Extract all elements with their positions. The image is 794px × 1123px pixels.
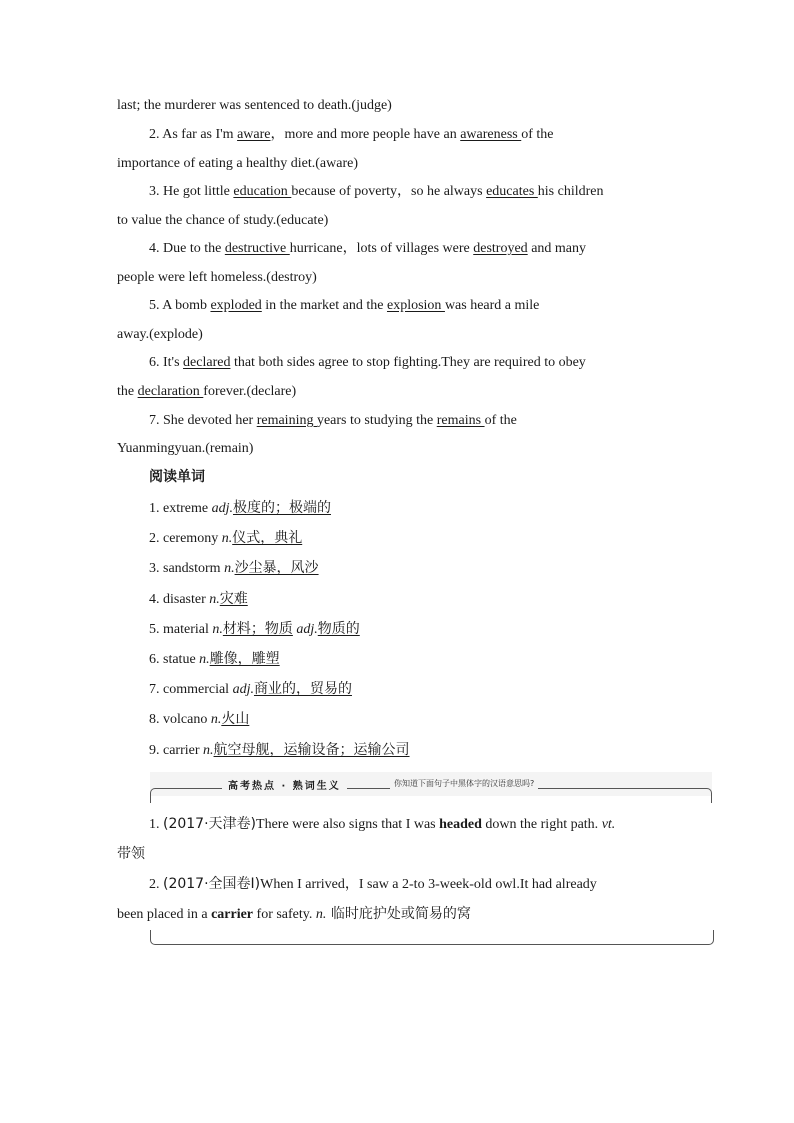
exercise-q5 [149, 297, 539, 315]
q-number: 1. [149, 817, 160, 832]
q-text: the [117, 384, 138, 399]
part-of-speech: n. [210, 712, 222, 728]
q-text: of the [521, 127, 554, 142]
q-text: Due to the [163, 241, 225, 256]
item-number: 1. [149, 501, 160, 516]
exercise-q3-line2: to value the chance of study.(educate) [117, 213, 329, 228]
q-text: for safety. [253, 907, 313, 922]
chinese-meaning: 灾难 [219, 590, 248, 607]
q-number: 5. [149, 298, 160, 313]
reading-word-item [149, 650, 280, 669]
item-number: 4. [149, 591, 160, 607]
q-text: because of poverty，so he always [291, 184, 487, 199]
chinese-meaning: 航空母舰，运输设备；运输公司 [213, 741, 410, 758]
chinese-meaning: 商业的，贸易的 [253, 681, 352, 698]
section-heading: 阅读单词 [149, 469, 205, 485]
exercise-q7-line2: Yuanmingyuan.(remain) [117, 441, 254, 456]
q-text: years to studying the [316, 413, 437, 428]
bold-word: headed [439, 817, 482, 832]
q-number: 2. [149, 877, 160, 892]
q-text: his children [537, 184, 604, 199]
item-number: 3. [149, 561, 160, 577]
exercise-q7 [149, 412, 517, 430]
part-of-speech: n. [209, 591, 220, 607]
meaning: 临时庇护处或简易的窝 [326, 906, 471, 922]
q-text: ，more and more people have an [270, 127, 461, 142]
answer-blank: destructive [224, 241, 290, 256]
item-number: 9. [149, 742, 160, 758]
q-text: When I arrived，I saw a 2-to 3-week-old owl.It had already [260, 877, 597, 892]
exercise-q5-line2: away.(explode) [117, 327, 203, 342]
answer-blank: education [233, 184, 292, 199]
english-word: commercial [163, 682, 230, 698]
english-word: disaster [163, 591, 206, 607]
english-word: ceremony [163, 531, 219, 547]
reading-word-item [149, 529, 302, 548]
english-word: statue [163, 652, 196, 667]
answer-blank: declaration [137, 384, 204, 399]
source-tag: (2017·全国卷Ⅰ) [163, 876, 261, 892]
hot-example-1-line2: 带领 [117, 846, 145, 862]
q-number: 2. [149, 127, 160, 142]
part-of-speech: n. [203, 742, 214, 758]
exercise-q6 [149, 354, 586, 372]
english-word: volcano [163, 712, 208, 728]
part-of-speech: n. [224, 561, 235, 577]
q-text: There were also signs that I was [256, 817, 440, 832]
bold-word: carrier [211, 907, 254, 922]
q-text: forever.(declare) [203, 384, 297, 399]
part-of-speech: n. [315, 907, 327, 922]
box-hint: 你知道下面句子中黑体字的汉语意思吗? [390, 778, 538, 789]
chinese-meaning: 火山 [221, 711, 250, 728]
reading-word-item [149, 559, 319, 578]
answer-blank: educates [486, 184, 538, 199]
q-text: in the market and the [261, 298, 387, 313]
q-text: of the [484, 413, 517, 428]
hot-example-1 [149, 815, 615, 834]
q-text: hurricane，lots of villages were [289, 241, 474, 256]
chinese-meaning: 沙尘暴，风沙 [234, 560, 319, 577]
chinese-meaning: 材料；物质 [222, 620, 293, 637]
answer-blank: exploded [210, 298, 262, 313]
part-of-speech-2: adj. [296, 621, 318, 637]
q-text: that both sides agree to stop fighting.They are required to obey [230, 355, 586, 370]
item-number: 7. [149, 682, 160, 698]
q-text: down the right path. [481, 817, 599, 832]
source-tag: (2017·天津卷) [163, 816, 257, 832]
reading-word-item [149, 499, 331, 518]
answer-blank: declared [183, 355, 231, 370]
part-of-speech: n. [221, 531, 233, 547]
q-number: 4. [149, 241, 160, 256]
q-number: 6. [149, 355, 160, 370]
answer-blank: destroyed [473, 241, 528, 256]
exercise-q6-line2 [117, 383, 296, 401]
english-word: extreme [163, 501, 209, 516]
q-text: She devoted her [163, 413, 257, 428]
part-of-speech: adj. [211, 501, 233, 516]
section-box-header [150, 772, 712, 802]
item-number: 2. [149, 531, 160, 547]
item-number: 5. [149, 621, 160, 637]
q-text: It's [163, 355, 184, 370]
chinese-meaning: 极度的；极端的 [232, 500, 331, 516]
hot-example-2 [149, 875, 597, 894]
part-of-speech: n. [199, 652, 210, 667]
part-of-speech: vt. [601, 817, 616, 832]
q-number: 7. [149, 413, 160, 428]
reading-word-item [149, 620, 360, 639]
section-box-footer [150, 930, 714, 945]
answer-blank: aware [237, 127, 271, 142]
exercise-q2 [149, 126, 554, 144]
reading-word-item [149, 741, 410, 760]
hot-example-2-line2 [117, 905, 471, 924]
q-text: As far as I'm [162, 127, 238, 142]
chinese-meaning-2: 物质的 [317, 620, 360, 637]
english-word: sandstorm [163, 561, 221, 577]
exercise-q4-line2: people were left homeless.(destroy) [117, 270, 317, 285]
item-number: 6. [149, 652, 160, 667]
chinese-meaning: 雕像，雕塑 [209, 651, 280, 667]
chinese-meaning: 仪式，典礼 [232, 530, 303, 547]
english-word: material [163, 621, 209, 637]
part-of-speech: n. [212, 621, 223, 637]
q-number: 3. [149, 184, 160, 199]
english-word: carrier [163, 742, 200, 758]
q-text: A bomb [162, 298, 211, 313]
exercise-line-1: last; the murderer was sentenced to death.(judge) [117, 98, 392, 113]
exercise-q4 [149, 240, 586, 258]
q-text: was heard a mile [444, 298, 540, 313]
q-text: been placed in a [117, 907, 212, 922]
q-text: and many [527, 241, 587, 256]
answer-blank: remaining [256, 413, 317, 428]
reading-word-item [149, 590, 248, 609]
box-title: 高考热点 · 熟词生义 [222, 777, 347, 792]
answer-blank: awareness [460, 127, 522, 142]
exercise-q3 [149, 183, 604, 201]
q-text: He got little [163, 184, 234, 199]
answer-blank: explosion [386, 298, 445, 313]
reading-word-item [149, 680, 352, 699]
answer-blank: remains [436, 413, 485, 428]
reading-word-item [149, 710, 249, 729]
part-of-speech: adj. [232, 682, 254, 698]
exercise-q2-line2: importance of eating a healthy diet.(aware) [117, 156, 358, 171]
item-number: 8. [149, 712, 160, 728]
